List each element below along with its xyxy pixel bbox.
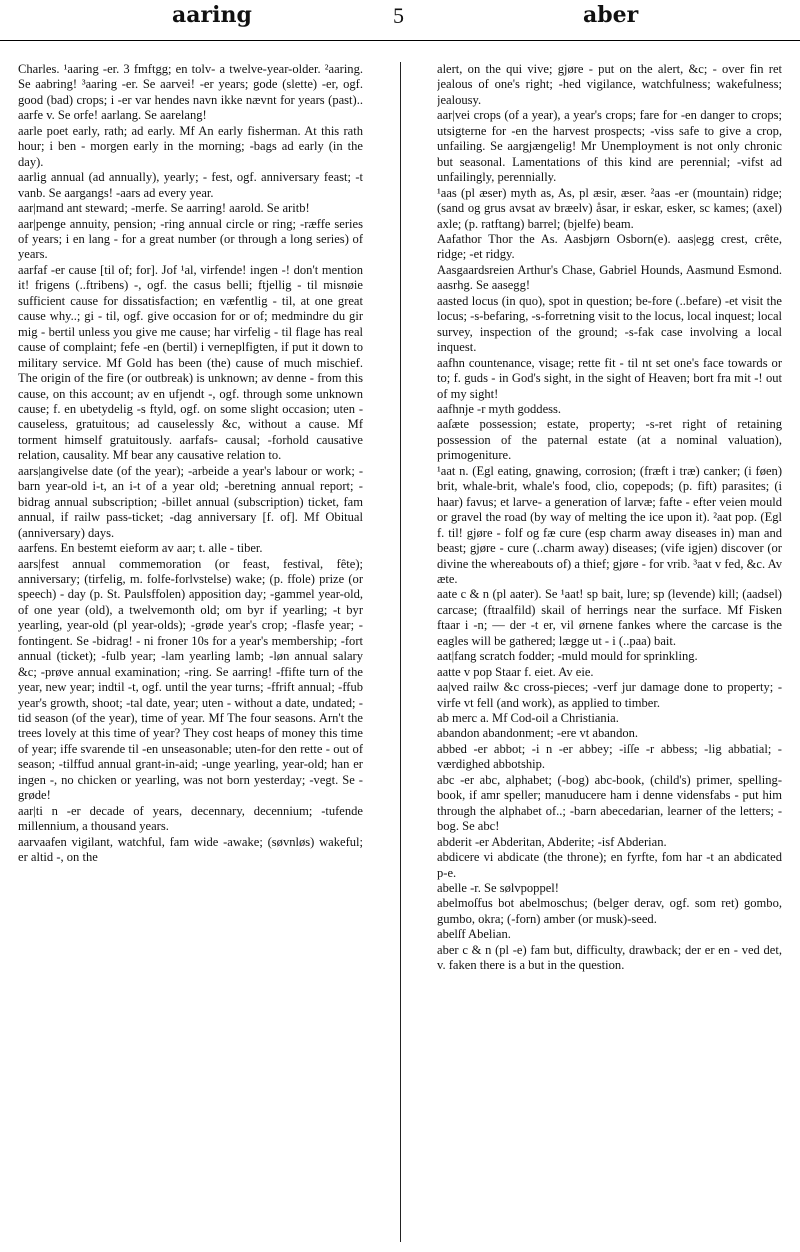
entry-paragraph: abelmoſfus bot abelmoschus; (belger derav, ogf. som ret) gombo, gumbo, okra; (-forn) amber (or musk)-seed.	[437, 896, 782, 926]
entry-paragraph: abelſf Abelian.	[437, 927, 511, 942]
entry-paragraph: abandon abandonment; -ere vt abandon.	[437, 726, 639, 741]
left-guide-word: aaring	[172, 2, 252, 28]
entry-paragraph: aaſæte possession; estate, property; -s-ret right of retaining possession of the paternal estate (at a nominal valuation), primogeniture.	[437, 417, 782, 463]
entry-paragraph: aars|fest annual commemoration (or feast, festival, fête); anniversary; (tirfelig, m. folfe-forlvstelse) wake; (p. ffole) prize (or speech) - day (p. St. Paulsffolen) apposition day; -gammel year-old, of one year (old), a twelvemonth old; om byr if yearling; -t byr yearling, year-old (pl year-olds); -grøde year's crop; -flasfe year; -fontingent. Se -bidrag! - ni froner 10s for a year's membership; -fort annual (ticket); -fulb year; -lam yearling lamb; -løn annual salary &c; -prøve annual examination; -ring. Se aarring! -ffifte turn of the year, new year; indtil -t, ogf. until the year turns; -ffrift annual; -ffub year's growth, shoot; -tal date, year; uten - without a date, undated; -tid season (of the year), time of year. Mf The four seasons. Arn't the trees lovely at this time of year? They cost heaps of money this time of year; iffe svarende til -en unseasonable; uten-for den rette - out of season; -tilffud annual grant-in-aid; -unge yearling, year-old; han er ingen -, no chicken or yearling, was not born yesterday; -vegt. Se -grøde!	[18, 556, 363, 803]
entry-paragraph: ¹aas (pl æser) myth as, As, pl æsir, æser. ²aas -er (mountain) ridge; (sand og grus avsat av bræelv) åsar, ir eskar, esker, sc kames; (axel) axle; (p. ratftang) barrel; (bjelfe) beam.	[437, 185, 782, 231]
entry-paragraph: aafhn countenance, visage; rette fit - til nt set one's face towards or to; f. guds - in God's sight, in the sight of Heaven; bort fra mit -! out of my sight!	[437, 355, 782, 401]
entry-paragraph: abderit -er Abderitan, Abderite; -isf Abderian.	[437, 834, 667, 849]
entry-paragraph: aar|mand ant steward; -merfe. Se aarring! aarold. Se aritb!	[18, 201, 310, 216]
entry-paragraph: aar|ti n -er decade of years, decennary, decennium; -tufende millennium, a thousand years.	[18, 803, 363, 834]
entry-paragraph: aar|vei crops (of a year), a year's crops; fare for -en danger to crops; utsigterne for -en the harvest prospects; -viss safe to give a crop, unfailing. Se aargjængelig! Mr Unemployment is not only chronic but seasonal. Lamentations of this kind are perennial; -vifst ad unfailingly, perennially.	[437, 108, 782, 185]
entry-paragraph: abdicere vi abdicate (the throne); en fyrfte, fom har -t an abdicated p-e.	[437, 850, 782, 880]
entry-paragraph: aat|fang scratch fodder; -muld mould for sprinkling.	[437, 649, 698, 664]
entry-paragraph: aars|angivelse date (of the year); -arbeide a year's labour or work; -barn year-old i-t, an i-t of a year old; -beretning annual report; -bidrag annual subscription; -billet annual (subscription) ticket, fam annual, if railw pass-ticket; -dag anniversary [f. of]. Mf Obitual (anniversary) days.	[18, 463, 363, 540]
column-divider	[400, 62, 401, 1242]
entry-paragraph: aarfaf -er cause [til of; for]. Jof ¹al, virfende! ingen -! don't mention it! frigens (..ftribens) -, ogf. the casus belli; ftjellig - til misnøie sufficient cause for dissatisfaction; en væfentlig - til, at one great cause why..; gi - til, ogf. give occasion for or of; medmindre du gir mig - bertil unless you give me cause; har virfelig - til flage has real cause of complaint; fefe -en (bertil) i verneplfigten, if put it down to military service. Mf Gold has been (the) cause of much mischief. The origin of the fire (or outbreak) is unknown; av denne - from this cause, on this account; av en ufjendt -, ogf. through some unknown cause; f. en ubetydelig -s ftyld, ogf. on some slight occasion; uten - causeless, gratuitous; ad causelessly &c, without a cause. Mf torment himself gratuitously. aarfafs- causal; -forhold causative relation, causality. Mf bear any causative relation to.	[18, 262, 363, 463]
entry-paragraph: aasted locus (in quo), spot in question; be-fore (..befare) -et visit the locus; -s-befaring, -s-forretning visit to the locus, local inquest; local survey, inspection of the ground; -s-fak case involving a local inquest.	[437, 293, 782, 355]
entry-paragraph: aar|penge annuity, pension; -ring annual circle or ring; -ræffe series of years; i en lang - for a great number (or through a long series) of years.	[18, 216, 363, 262]
left-column	[18, 62, 363, 1242]
entry-paragraph: alert, on the qui vive; gjøre - put on the alert, &c; - over fin ret jealous of one's right; -hed vigilance, watchfulness; wakefulness; jealousy.	[437, 62, 782, 107]
entry-paragraph: aber c & n (pl -e) fam but, difficulty, drawback; der er en - ved det, v. faken there is a but in the question.	[437, 942, 782, 973]
entry-paragraph: abelle -r. Se sølvpoppel!	[437, 881, 559, 896]
entry-paragraph: aarvaafen vigilant, watchful, fam wide -awake; (søvnløs) wakeful; er altid -, on the	[18, 834, 363, 865]
page-number: 5	[393, 3, 404, 28]
right-column	[437, 62, 782, 1242]
entry-paragraph: aarfens. En bestemt eieform av aar; t. alle - tiber.	[18, 541, 263, 556]
entry-paragraph: abbed -er abbot; -i n -er abbey; -iſſe -r abbess; -lig abbatial; -værdighed abbotship.	[437, 741, 782, 772]
entry-paragraph: aafhnje -r myth goddess.	[437, 401, 562, 416]
page-header	[0, 0, 800, 41]
entry-paragraph: aarle poet early, rath; ad early. Mf An early fisherman. At this rath hour; i ben - morgen early in the morning; -bags ad early (in the day).	[18, 123, 363, 169]
entry-paragraph: Aasgaardsreien Arthur's Chase, Gabriel Hounds, Aasmund Esmond. aasrhg. Se aasegg!	[437, 262, 782, 293]
entry-paragraph: aate c & n (pl aater). Se ¹aat! sp bait, lure; sp (levende) kill; (aadsel) carcase; (ftraalfild) skail of herrings near the surface. Mf Fisken ftaar i -n; — der -t er, vil ørnene fankes where the carcase is the eagles will be gathered; lægge ut - i (..paa) bait.	[437, 587, 782, 648]
entry-paragraph: ab merc a. Mf Cod-oil a Christiania.	[437, 711, 619, 726]
entry-paragraph: Aafathor Thor the As. Aasbjørn Osborn(e). aas|egg crest, crête, ridge; -et ridgy.	[437, 231, 782, 262]
entry-paragraph: aarlig annual (ad annually), yearly; - fest, ogf. anniversary feast; -t vanb. Se aargangs! -aars ad every year.	[18, 170, 363, 200]
entry-paragraph: abc -er abc, alphabet; (-bog) abc-book, (child's) primer, spelling-book, if amr speller; manuducere ham i denne vidensfabs - put him through the alphabet of..; -barn abecedarian, learner of the letters; -bog. Se abc!	[437, 772, 782, 834]
entry-paragraph: ¹aat n. (Egl eating, gnawing, corrosion; (fræft i træ) canker; (i føen) brit, whale-brit, whale's food, clio, copepods; (p. fift) parasites; (i haar) favus; et larve- a generation of larvæ; fafte - efter veien mould or gravel the road (by way of melting the ice upon it). ²aat pop. (Egl f. til! gjøre - folf og fæ cure (esp charm away diseases in) man and beast; gjøre - cure (..charm away) diseases; (vife igjen) discover (or divine the whereabouts of) a thief; gjøre - for vrib. ³aat v fed, &c. Av æte.	[437, 463, 782, 586]
entry-paragraph: aatte v pop Staar f. eiet. Av eie.	[437, 664, 594, 679]
entry-paragraph: Charles. ¹aaring -er. 3 fmftgg; en tolv- a twelve-year-older. ²aaring. Se aabring! ³aaring -er. Se aarvei! -er years; gode (slette) -er, ogf. good (bad) crops; i -er var hendes navn ikke nævnt for years (past).. aarfe v. Se orfe! aarlang. Se aarelang!	[18, 62, 363, 123]
right-guide-word: aber	[583, 2, 639, 28]
entry-paragraph: aa|ved railw &c cross-pieces; -verf jur damage done to property; -virfe vt fell (and work), as applied to timber.	[437, 680, 782, 710]
